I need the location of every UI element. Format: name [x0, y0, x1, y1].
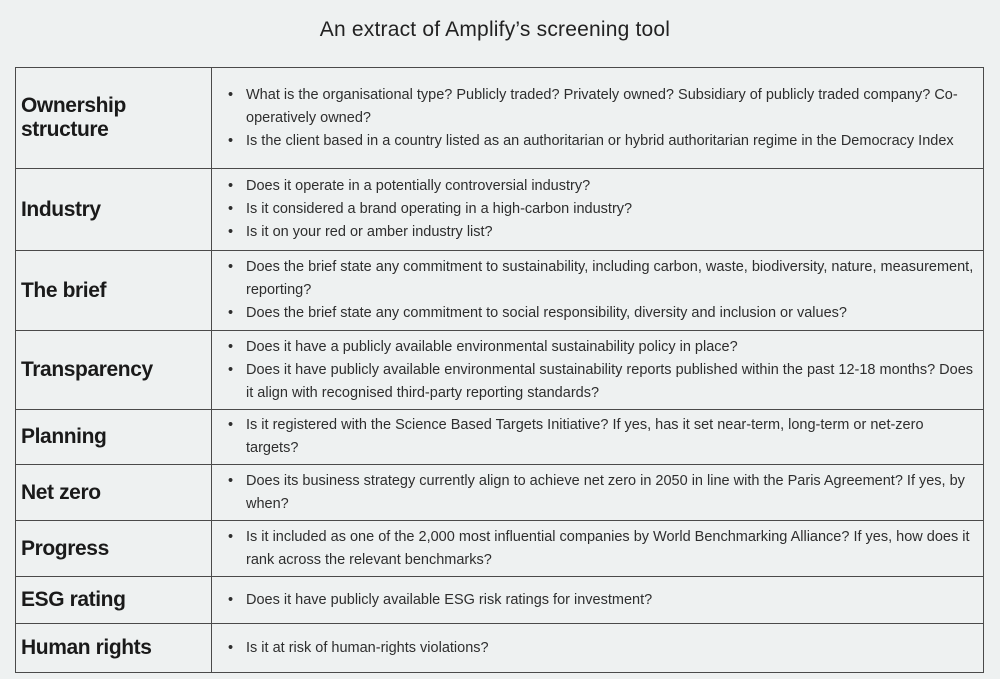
criteria-cell	[212, 410, 984, 465]
list-item: • Does the brief state any commitment to social responsibility, diversity and inclusion or values?	[224, 302, 975, 325]
list-item: • Does it have a publicly available environmental sustainability policy in place?	[224, 336, 975, 359]
category-the-brief: The brief	[16, 251, 212, 331]
criteria-list	[224, 637, 975, 660]
category-ownership-structure: Ownership structure	[16, 68, 212, 169]
list-item: • Is it on your red or amber industry list?	[224, 221, 975, 244]
category-human-rights: Human rights	[16, 624, 212, 673]
category-planning: Planning	[16, 410, 212, 465]
list-item: • Is it registered with the Science Based Targets Initiative? If yes, has it set near-term, long-term or net-zero targets?	[224, 414, 975, 460]
criteria-list	[224, 84, 975, 153]
criteria-cell	[212, 331, 984, 410]
list-item: • Does the brief state any commitment to sustainability, including carbon, waste, biodiversity, nature, measurement, reporting?	[224, 256, 975, 302]
list-item: • Does it operate in a potentially controversial industry?	[224, 175, 975, 198]
list-item: • Is it at risk of human-rights violations?	[224, 637, 975, 660]
criteria-cell	[212, 521, 984, 577]
criteria-cell	[212, 624, 984, 673]
criteria-list	[224, 470, 975, 516]
list-item: • Is it included as one of the 2,000 most influential companies by World Benchmarking Alliance? If yes, how does it rank across the relevant benchmarks?	[224, 526, 975, 572]
table-row	[16, 521, 984, 577]
criteria-list	[224, 256, 975, 325]
criteria-list	[224, 526, 975, 572]
category-esg-rating: ESG rating	[16, 577, 212, 624]
criteria-cell	[212, 577, 984, 624]
list-item: • Is the client based in a country listed as an authoritarian or hybrid authoritarian regime in the Democracy Index	[224, 130, 975, 153]
category-industry: Industry	[16, 169, 212, 251]
list-item: • Is it considered a brand operating in a high-carbon industry?	[224, 198, 975, 221]
table-row	[16, 68, 984, 169]
category-progress: Progress	[16, 521, 212, 577]
criteria-cell	[212, 251, 984, 331]
table-row	[16, 331, 984, 410]
table-row	[16, 624, 984, 673]
list-item: • What is the organisational type? Publicly traded? Privately owned? Subsidiary of publicly traded company? Co-operatively owned?	[224, 84, 975, 130]
list-item: • Does it have publicly available ESG risk ratings for investment?	[224, 589, 975, 612]
list-item: • Does its business strategy currently align to achieve net zero in 2050 in line with the Paris Agreement? If yes, by when?	[224, 470, 975, 516]
table-row	[16, 251, 984, 331]
page-title: An extract of Amplify’s screening tool	[319, 18, 671, 41]
category-transparency: Transparency	[16, 331, 212, 410]
table-row	[16, 465, 984, 521]
screening-table	[15, 67, 984, 673]
table-row	[16, 169, 984, 251]
table-row	[16, 577, 984, 624]
criteria-cell	[212, 68, 984, 169]
criteria-list	[224, 589, 975, 612]
criteria-cell	[212, 169, 984, 251]
criteria-list	[224, 175, 975, 244]
list-item: • Does it have publicly available environmental sustainability reports published within the past 12-18 months? Does it align with recognised third-party reporting standards?	[224, 359, 975, 405]
criteria-list	[224, 336, 975, 405]
table-row	[16, 410, 984, 465]
category-net-zero: Net zero	[16, 465, 212, 521]
criteria-list	[224, 414, 975, 460]
criteria-cell	[212, 465, 984, 521]
